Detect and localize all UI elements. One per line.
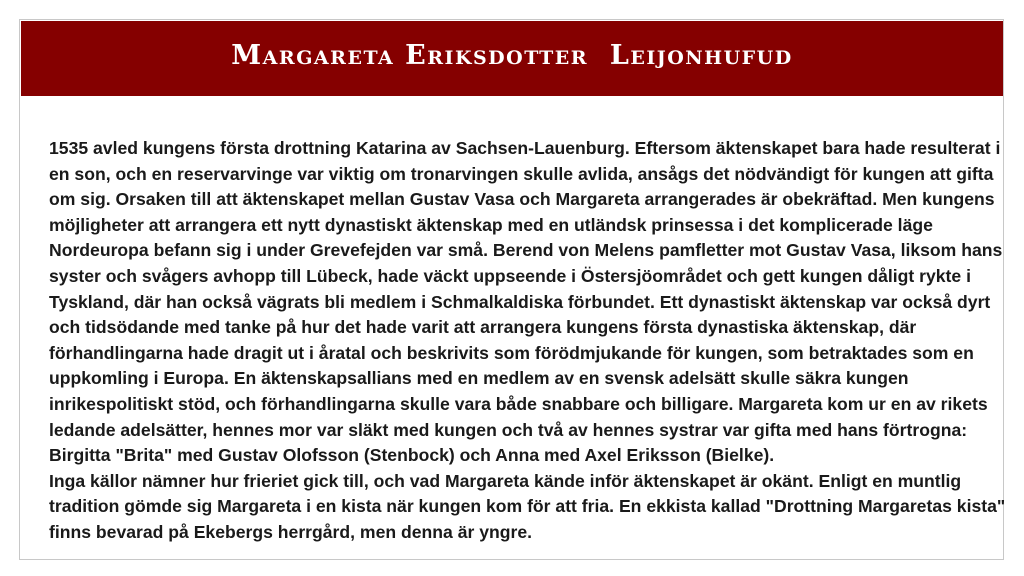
slide-title: Margareta Eriksdotter Leijonhufud bbox=[231, 40, 793, 71]
paragraph-2: Inga källor nämner hur frieriet gick till, och vad Margareta kände inför äktenskapet är okänt. Enligt en muntlig tradition gömde sig Margareta i en kista när kungen kom för att fria. En ekkista kallad "Drottning Margaretas kista" finns bevarad på Ekebergs herrgård, men denna är yngre. bbox=[49, 470, 1006, 542]
slide-body bbox=[49, 136, 1009, 546]
title-bar bbox=[21, 21, 1003, 96]
paragraph-1: 1535 avled kungens första drottning Katarina av Sachsen-Lauenburg. Eftersom äktenskapet bara hade resulterat i en son, och en reservarvinge var viktig om tronarvingen skulle avlida, ansågs det nödvändigt för kungen att gifta om sig. Orsaken till att äktenskapet mellan Gustav Vasa och Margareta arrangerades är obekräftad. Men kungens möjligheter att arrangera ett nytt dynastiskt äktenskap med en utländsk prinsessa i det komplicerade läge Nordeuropa befann sig i under Grevefejden var små. Berend von Melens pamfletter mot Gustav Vasa, liksom hans syster och svågers avhopp till Lübeck, hade väckt uppseende i Östersjöområdet och gett kungen dåligt rykte i Tyskland, där han också vägrats bli medlem i Schmalkaldiska förbundet. Ett dynastiskt äktenskap var också dyrt och tidsödande med tanke på hur det hade varit att arrangera kungens första dynastiska äktenskap, där förhandlingarna hade dragit ut i åratal och beskrivits som förödmjukande för kungen, som betraktades som en uppkomling i Europa. En äktenskapsallians med en medlem av en svensk adelsätt skulle säkra kungen inrikespolitiskt stöd, och förhandlingarna skulle vara både snabbare och billigare. Margareta kom ur en av rikets ledande adelsätter, hennes mor var släkt med kungen och två av hennes systrar var gifta med hans förtrogna: Birgitta "Brita" med Gustav Olofsson (Stenbock) och Anna med Axel Eriksson (Bielke). bbox=[49, 138, 1003, 466]
